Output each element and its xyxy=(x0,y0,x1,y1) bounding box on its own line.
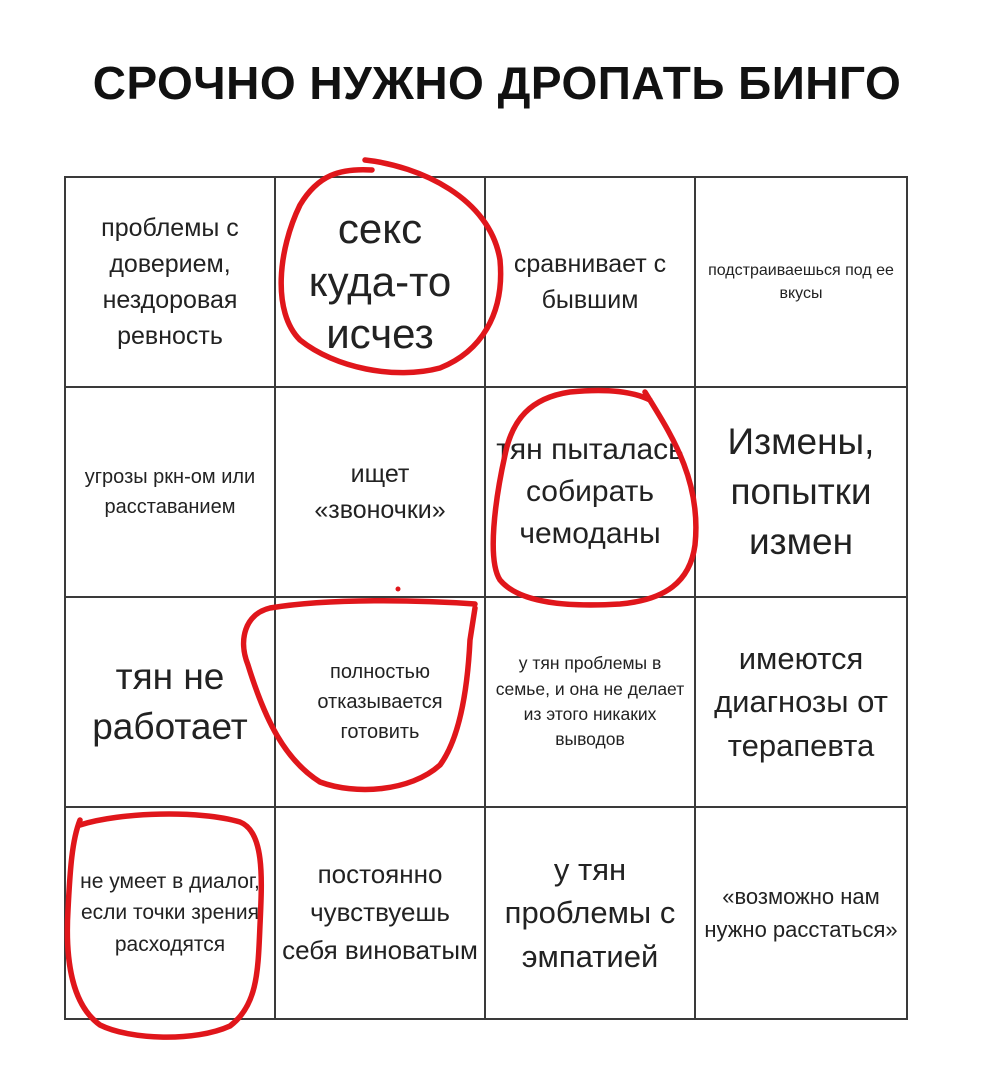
cell-text: не умеет в диалог, если точки зрения расходятся xyxy=(80,869,260,956)
cell-text: Измены, попытки измен xyxy=(727,421,875,562)
bingo-cell[interactable] xyxy=(486,808,696,1018)
cell-text: подстраиваешься под ее вкусы xyxy=(708,261,894,302)
cell-text: угрозы ркн-ом или расставанием xyxy=(84,466,256,518)
bingo-cell-marked[interactable] xyxy=(276,598,486,808)
bingo-cell[interactable] xyxy=(66,388,276,598)
bingo-cell[interactable] xyxy=(66,598,276,808)
cell-text: полностью отказывается готовить xyxy=(317,661,443,743)
bingo-cell[interactable] xyxy=(696,808,906,1018)
bingo-cell-marked[interactable] xyxy=(66,808,276,1018)
cell-text: имеются диагнозы от терапевта xyxy=(714,640,888,763)
bingo-cell[interactable] xyxy=(696,598,906,808)
bingo-grid xyxy=(64,176,908,1020)
cell-text: сравнивает с бывшим xyxy=(513,249,667,314)
cell-text: проблемы с доверием, нездоровая ревность xyxy=(101,213,239,351)
bingo-cell-marked[interactable] xyxy=(276,178,486,388)
bingo-cell[interactable] xyxy=(66,178,276,388)
bingo-cell[interactable] xyxy=(486,598,696,808)
bingo-cell[interactable] xyxy=(696,178,906,388)
cell-text: ищет «звоночки» xyxy=(314,459,446,524)
cell-text: постоянно чувствуешь себя виноватым xyxy=(282,859,478,965)
bingo-cell[interactable] xyxy=(486,178,696,388)
bingo-cell[interactable] xyxy=(696,388,906,598)
bingo-cell[interactable] xyxy=(276,388,486,598)
bingo-cell-marked[interactable] xyxy=(486,388,696,598)
cell-text: тян не работает xyxy=(92,656,248,747)
cell-text: секс куда-то исчез xyxy=(308,205,452,358)
cell-text: тян пыталась собирать чемоданы xyxy=(496,433,684,550)
cell-text: «возможно нам нужно расстаться» xyxy=(704,884,898,942)
bingo-cell[interactable] xyxy=(276,808,486,1018)
bingo-title: СРОЧНО НУЖНО ДРОПАТЬ БИНГО xyxy=(92,57,902,109)
cell-text: у тян проблемы в семье, и она не делает из этого никаких выводов xyxy=(495,653,685,750)
cell-text: у тян проблемы с эмпатией xyxy=(504,851,676,974)
